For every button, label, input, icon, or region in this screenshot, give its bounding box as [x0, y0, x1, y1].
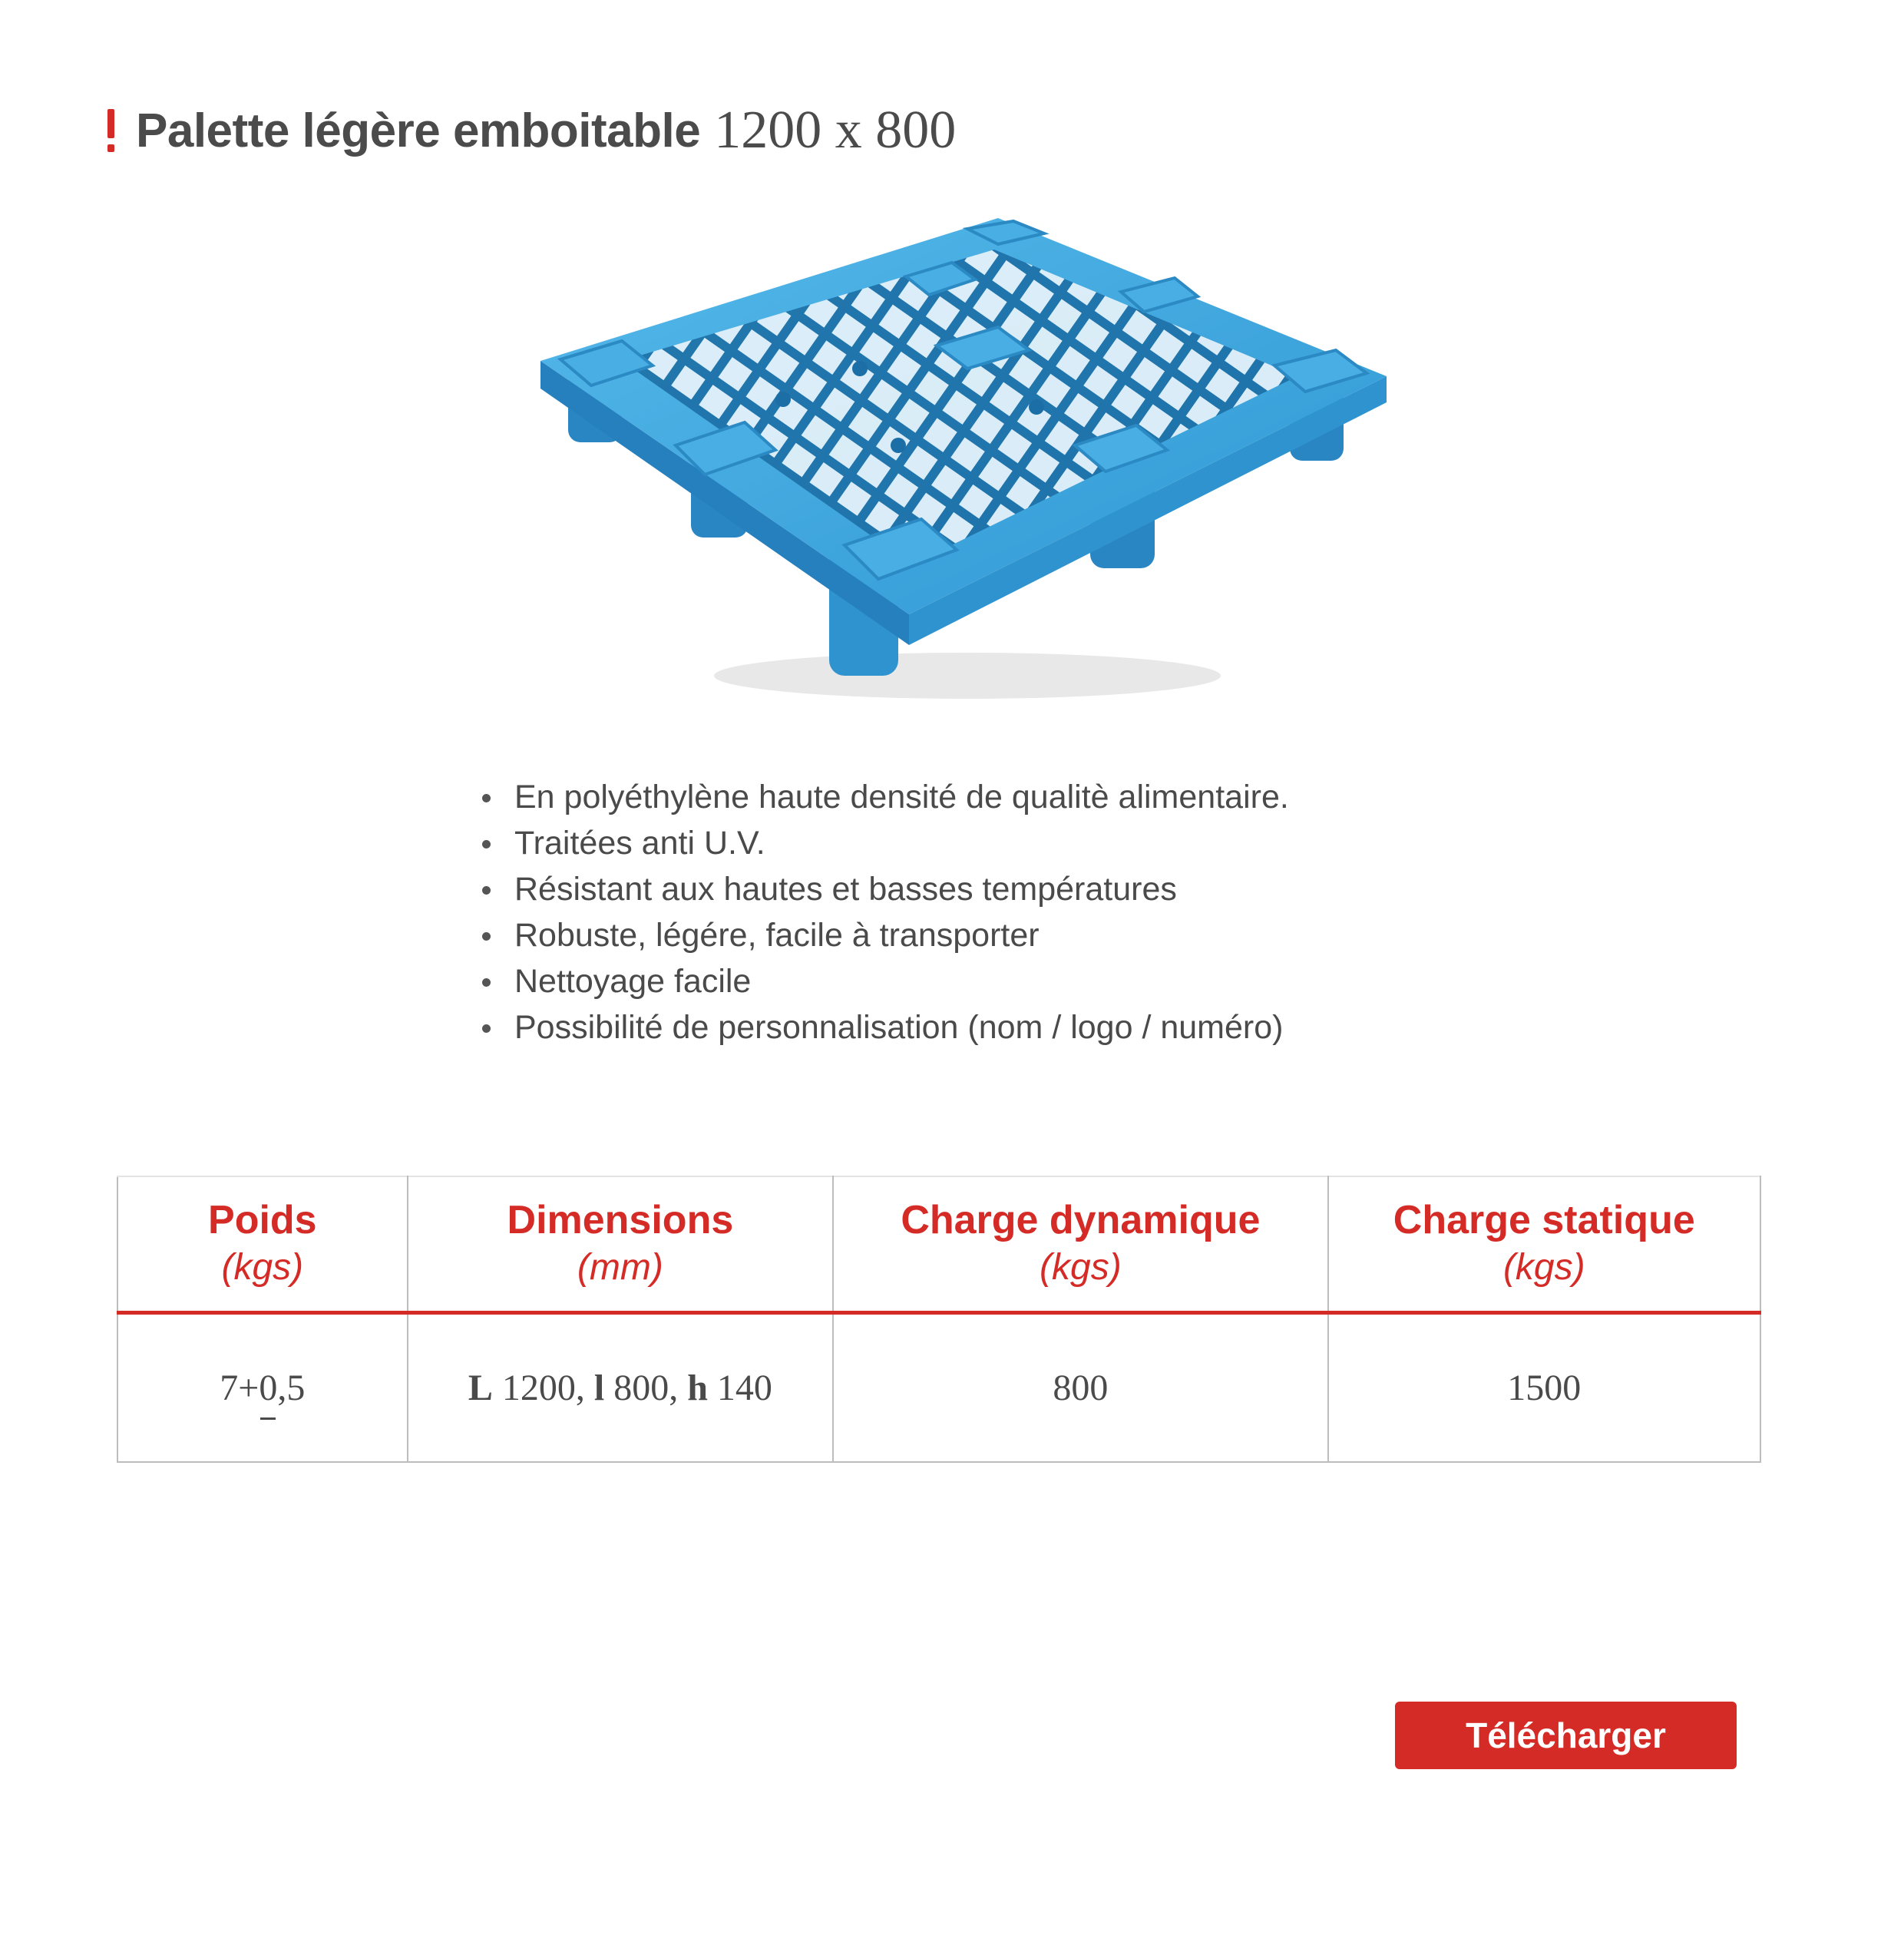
column-header-dimensions [408, 1176, 834, 1312]
blue-plastic-pallet-image [537, 215, 1390, 722]
cell-static-load: 1500 [1328, 1312, 1760, 1462]
specs-header-row [117, 1176, 1760, 1312]
weight-tolerance: 0 [259, 1367, 278, 1408]
dimension-length-value: 1200, [501, 1367, 585, 1408]
dimension-height-key: h [687, 1367, 708, 1408]
cell-dimensions [408, 1312, 834, 1462]
column-unit: (kgs) [1040, 1246, 1122, 1288]
column-label: Charge dynamique [901, 1197, 1261, 1242]
download-button[interactable]: Télécharger [1395, 1702, 1737, 1769]
column-label: Poids [208, 1197, 317, 1242]
feature-item: Traitées anti U.V. [476, 820, 1289, 866]
specs-table [117, 1176, 1761, 1463]
weight-base: 7+ [220, 1367, 259, 1408]
feature-item: Nettoyage facile [476, 958, 1289, 1004]
feature-list [476, 774, 1289, 1050]
page-title: Palette légère emboitable [136, 104, 701, 157]
cell-weight [117, 1312, 408, 1462]
feature-item: En polyéthylène haute densité de qualitè alimentaire. [476, 774, 1289, 820]
column-unit: (kgs) [221, 1246, 304, 1288]
feature-item: Robuste, légére, facile à transporter [476, 912, 1289, 958]
specs-row [117, 1312, 1760, 1462]
dimension-length-key: L [468, 1367, 493, 1408]
feature-item: Possibilité de personnalisation (nom / logo / numéro) [476, 1004, 1289, 1050]
dimension-height-value: 140 [716, 1367, 772, 1408]
weight-rest: ,5 [277, 1367, 306, 1408]
exclamation-icon [107, 109, 114, 152]
feature-item: Résistant aux hautes et basses températures [476, 866, 1289, 912]
column-unit: (kgs) [1502, 1246, 1585, 1288]
column-unit: (mm) [577, 1246, 663, 1288]
dimension-width-key: l [593, 1367, 605, 1408]
cell-dynamic-load: 800 [833, 1312, 1327, 1462]
page-title-dimensions: 1200 x 800 [714, 101, 957, 160]
column-header-static-load [1328, 1176, 1760, 1312]
dimension-width-value: 800, [613, 1367, 679, 1408]
page-header [107, 100, 956, 161]
column-header-weight [117, 1176, 408, 1312]
column-label: Dimensions [507, 1197, 734, 1242]
column-label: Charge statique [1393, 1197, 1695, 1242]
column-header-dynamic-load [833, 1176, 1327, 1312]
